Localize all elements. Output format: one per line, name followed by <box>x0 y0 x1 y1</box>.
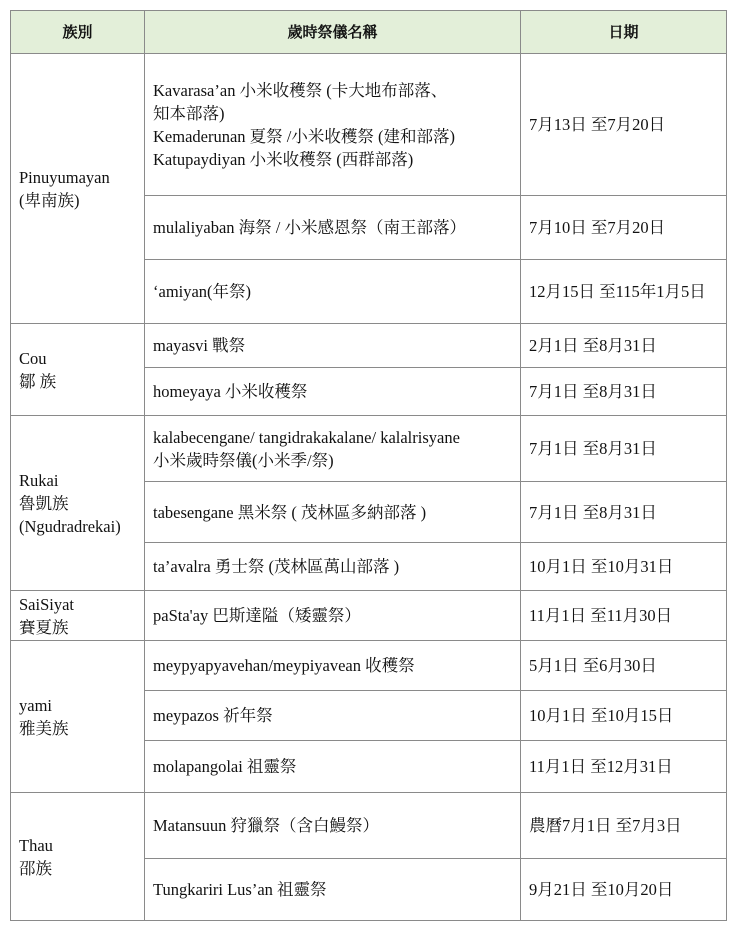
ritual-name-cell <box>145 641 521 691</box>
tribe-cell <box>11 54 145 324</box>
date-cell: 7月1日 至8月31日 <box>521 482 727 543</box>
ritual-name-cell <box>145 793 521 859</box>
tribe-name-line: 鄒 族 <box>19 371 57 391</box>
date-cell: 10月1日 至10月31日 <box>521 543 727 591</box>
tribe-name-line: 賽夏族 <box>19 617 69 637</box>
tribe-name-line: 魯凱族 <box>19 493 69 513</box>
ritual-name-cell <box>145 54 521 196</box>
table-row <box>11 641 727 691</box>
ritual-name-line: meypyapyavehan/meypiyavean 收穫祭 <box>153 656 415 675</box>
ritual-name-cell <box>145 324 521 368</box>
ritual-name-cell <box>145 591 521 641</box>
ritual-name-line: mulaliyaban 海祭 / 小米感恩祭（南王部落） <box>153 218 467 237</box>
date-cell: 10月1日 至10月15日 <box>521 691 727 741</box>
ritual-name-cell <box>145 416 521 482</box>
ritual-name-line: Kavarasa’an 小米收穫祭 (卡大地布部落、 <box>153 80 448 100</box>
date-cell: 5月1日 至6月30日 <box>521 641 727 691</box>
header-tribe: 族別 <box>11 11 145 54</box>
table-body <box>11 54 727 921</box>
table-row <box>11 54 727 196</box>
date-cell: 7月1日 至8月31日 <box>521 416 727 482</box>
ritual-name-cell <box>145 691 521 741</box>
ritual-name-cell <box>145 482 521 543</box>
tribe-cell <box>11 641 145 793</box>
header-date: 日期 <box>521 11 727 54</box>
ritual-name-line: 知本部落) <box>153 103 225 123</box>
tribe-name-line: SaiSiyat <box>19 594 75 614</box>
tribe-name-line: 邵族 <box>19 858 52 878</box>
tribe-cell <box>11 591 145 641</box>
tribe-cell <box>11 416 145 591</box>
ritual-name-cell <box>145 741 521 793</box>
ritual-name-line: homeyaya 小米收穫祭 <box>153 382 308 401</box>
ritual-name-line: ta’avalra 勇士祭 (茂林區萬山部落 ) <box>153 557 400 576</box>
tribe-name-line: (Ngudradrekai) <box>19 516 121 536</box>
ritual-name-cell <box>145 196 521 260</box>
ritual-name-line: 小米歲時祭儀(小米季/祭) <box>153 450 334 470</box>
date-cell: 農曆7月1日 至7月3日 <box>521 793 727 859</box>
date-cell: 7月13日 至7月20日 <box>521 54 727 196</box>
table-row <box>11 324 727 368</box>
tribe-name-line: Pinuyumayan <box>19 167 110 187</box>
tribe-cell <box>11 793 145 921</box>
tribe-name-line: Cou <box>19 348 47 368</box>
ritual-name-line: Katupaydiyan 小米收穫祭 (西群部落) <box>153 149 414 169</box>
ritual-name-line: Matansuun 狩獵祭（含白鰻祭） <box>153 816 379 835</box>
table-row <box>11 591 727 641</box>
tribe-name-line: (卑南族) <box>19 190 80 210</box>
ritual-name-line: meypazos 祈年祭 <box>153 706 273 725</box>
date-cell: 2月1日 至8月31日 <box>521 324 727 368</box>
ritual-name-line: ‘amiyan(年祭) <box>153 282 252 301</box>
ritual-name-cell <box>145 859 521 921</box>
ritual-calendar-table <box>10 10 727 921</box>
tribe-name-line: Thau <box>19 835 53 855</box>
date-cell: 7月10日 至7月20日 <box>521 196 727 260</box>
ritual-name-line: kalabecengane/ tangidrakakalane/ kalalrisyane <box>153 427 460 447</box>
ritual-name-line: Tungkariri Lus’an 祖靈祭 <box>153 880 327 899</box>
date-cell: 11月1日 至11月30日 <box>521 591 727 641</box>
ritual-name-line: mayasvi 戰祭 <box>153 336 246 355</box>
table-row <box>11 416 727 482</box>
date-cell: 9月21日 至10月20日 <box>521 859 727 921</box>
tribe-name-line: 雅美族 <box>19 718 69 738</box>
ritual-name-line: paSta'ay 巴斯達隘（矮靈祭） <box>153 606 361 625</box>
ritual-name-line: Kemaderunan 夏祭 /小米收穫祭 (建和部落) <box>153 126 455 146</box>
ritual-name-cell <box>145 368 521 416</box>
date-cell: 11月1日 至12月31日 <box>521 741 727 793</box>
ritual-name-line: tabesengane 黑米祭 ( 茂林區多納部落 ) <box>153 502 427 522</box>
tribe-name-line: Rukai <box>19 470 59 490</box>
tribe-name-line: yami <box>19 695 52 715</box>
date-cell: 7月1日 至8月31日 <box>521 368 727 416</box>
ritual-name-line: molapangolai 祖靈祭 <box>153 757 297 776</box>
header-ritual-name: 歲時祭儀名稱 <box>145 11 521 54</box>
date-cell: 12月15日 至115年1月5日 <box>521 260 727 324</box>
tribe-cell <box>11 324 145 416</box>
ritual-name-cell <box>145 543 521 591</box>
ritual-name-cell <box>145 260 521 324</box>
table-row <box>11 793 727 859</box>
table-header-row <box>11 11 727 54</box>
